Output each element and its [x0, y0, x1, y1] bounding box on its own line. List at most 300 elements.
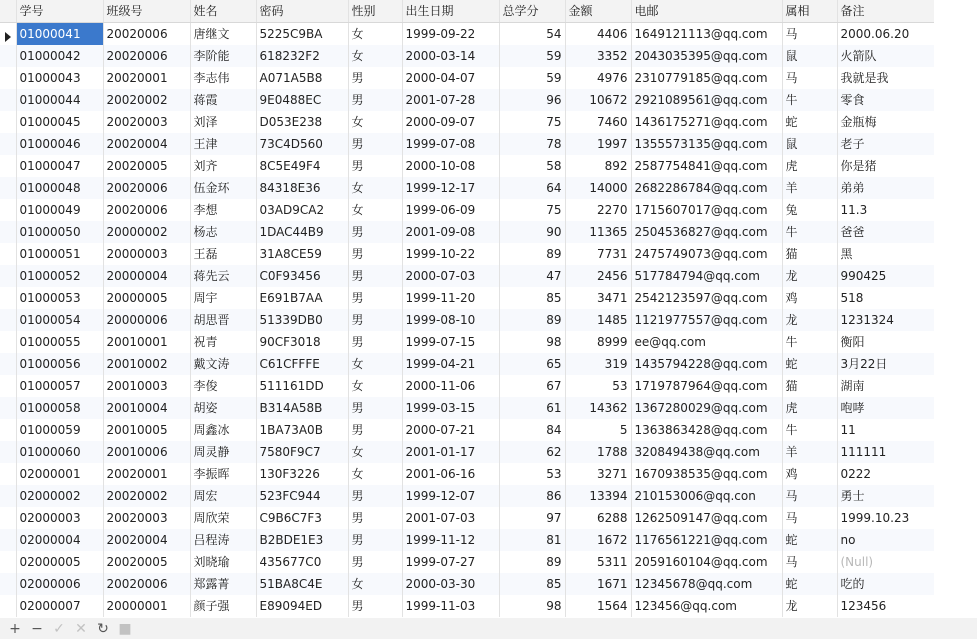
table-cell[interactable]: 2000-07-21	[402, 419, 499, 441]
table-cell[interactable]: 湖南	[837, 375, 934, 397]
row-indicator[interactable]	[0, 221, 16, 243]
table-cell[interactable]: 男	[348, 265, 402, 287]
table-cell[interactable]: 20000006	[103, 309, 190, 331]
table-cell[interactable]: 11365	[565, 221, 631, 243]
table-cell[interactable]: 81	[499, 529, 565, 551]
row-indicator[interactable]	[0, 67, 16, 89]
table-cell[interactable]: 咆哮	[837, 397, 934, 419]
table-cell[interactable]: 猫	[782, 243, 837, 265]
row-indicator[interactable]	[0, 243, 16, 265]
row-indicator[interactable]	[0, 155, 16, 177]
column-header[interactable]: 属相	[782, 0, 837, 23]
column-header[interactable]: 总学分	[499, 0, 565, 23]
table-row[interactable]	[0, 155, 934, 177]
table-cell[interactable]: 猫	[782, 375, 837, 397]
table-cell[interactable]: 李俊	[190, 375, 256, 397]
table-cell[interactable]: 爸爸	[837, 221, 934, 243]
table-cell[interactable]: 零食	[837, 89, 934, 111]
table-cell[interactable]: 90CF3018	[256, 331, 348, 353]
table-row[interactable]	[0, 199, 934, 221]
table-cell[interactable]: 1363863428@qq.com	[631, 419, 782, 441]
table-cell[interactable]: 14362	[565, 397, 631, 419]
table-row[interactable]	[0, 177, 934, 199]
table-cell[interactable]: 男	[348, 243, 402, 265]
table-cell[interactable]: 女	[348, 441, 402, 463]
table-cell[interactable]: 12345678@qq.com	[631, 573, 782, 595]
table-cell[interactable]: 火箭队	[837, 45, 934, 67]
table-row[interactable]	[0, 243, 934, 265]
table-cell[interactable]: 颜子强	[190, 595, 256, 617]
table-cell[interactable]: 1999-04-21	[402, 353, 499, 375]
table-cell[interactable]: 01000056	[16, 353, 103, 375]
table-cell[interactable]: 59	[499, 67, 565, 89]
table-cell[interactable]: 01000049	[16, 199, 103, 221]
table-cell[interactable]: 61	[499, 397, 565, 419]
table-cell[interactable]: 3271	[565, 463, 631, 485]
table-cell[interactable]: 马	[782, 551, 837, 573]
table-cell[interactable]: 蛇	[782, 573, 837, 595]
row-indicator[interactable]	[0, 287, 16, 309]
apply-changes-button[interactable]: ✓	[53, 620, 65, 637]
table-cell[interactable]: 女	[348, 45, 402, 67]
table-cell[interactable]: 1999-07-08	[402, 133, 499, 155]
table-cell[interactable]: 1BA73A0B	[256, 419, 348, 441]
table-cell[interactable]: 85	[499, 287, 565, 309]
table-row[interactable]	[0, 45, 934, 67]
table-cell[interactable]: 123456	[837, 595, 934, 617]
table-cell[interactable]: 女	[348, 353, 402, 375]
table-cell[interactable]: 伍金环	[190, 177, 256, 199]
row-indicator[interactable]	[0, 397, 16, 419]
table-cell[interactable]: 虎	[782, 155, 837, 177]
table-cell[interactable]: 男	[348, 507, 402, 529]
table-cell[interactable]: 59	[499, 45, 565, 67]
table-cell[interactable]: 01000048	[16, 177, 103, 199]
table-cell[interactable]: C0F93456	[256, 265, 348, 287]
table-cell[interactable]: 01000047	[16, 155, 103, 177]
table-row[interactable]	[0, 89, 934, 111]
table-row[interactable]	[0, 551, 934, 573]
table-cell[interactable]: 男	[348, 485, 402, 507]
table-cell[interactable]: 王津	[190, 133, 256, 155]
table-row[interactable]	[0, 375, 934, 397]
table-cell[interactable]: 1999-09-22	[402, 23, 499, 46]
table-cell[interactable]: 男	[348, 397, 402, 419]
table-cell[interactable]: 1649121113@qq.com	[631, 23, 782, 46]
table-cell[interactable]: 1DAC44B9	[256, 221, 348, 243]
table-cell[interactable]: 7731	[565, 243, 631, 265]
table-cell[interactable]: 羊	[782, 177, 837, 199]
table-cell[interactable]: 89	[499, 551, 565, 573]
table-cell[interactable]: 周鑫冰	[190, 419, 256, 441]
table-row[interactable]	[0, 111, 934, 133]
table-cell[interactable]: 20000005	[103, 287, 190, 309]
table-cell[interactable]: 7580F9C7	[256, 441, 348, 463]
column-header[interactable]: 班级号	[103, 0, 190, 23]
table-cell[interactable]: 01000046	[16, 133, 103, 155]
row-indicator[interactable]	[0, 199, 16, 221]
table-cell[interactable]: 01000043	[16, 67, 103, 89]
table-cell[interactable]: 1485	[565, 309, 631, 331]
table-row[interactable]	[0, 485, 934, 507]
table-cell[interactable]: 111111	[837, 441, 934, 463]
table-cell[interactable]: 马	[782, 485, 837, 507]
table-cell[interactable]: 03AD9CA2	[256, 199, 348, 221]
table-cell[interactable]: 1999.10.23	[837, 507, 934, 529]
table-cell[interactable]: 我就是我	[837, 67, 934, 89]
table-cell[interactable]: 鸡	[782, 463, 837, 485]
table-cell[interactable]: 蛇	[782, 353, 837, 375]
table-cell[interactable]: 2587754841@qq.com	[631, 155, 782, 177]
table-cell[interactable]: 1670938535@qq.com	[631, 463, 782, 485]
table-cell[interactable]: 2475749073@qq.com	[631, 243, 782, 265]
table-cell[interactable]: 20020001	[103, 463, 190, 485]
table-cell[interactable]: 9E0488EC	[256, 89, 348, 111]
table-cell[interactable]: 01000045	[16, 111, 103, 133]
table-cell[interactable]: 20010006	[103, 441, 190, 463]
table-cell[interactable]: ee@qq.com	[631, 331, 782, 353]
table-cell[interactable]: 龙	[782, 309, 837, 331]
table-cell[interactable]: 男	[348, 309, 402, 331]
table-cell[interactable]: 98	[499, 595, 565, 617]
table-cell[interactable]: 牛	[782, 89, 837, 111]
table-cell[interactable]: 1999-03-15	[402, 397, 499, 419]
table-cell[interactable]: (Null)	[837, 551, 934, 573]
row-indicator[interactable]	[0, 463, 16, 485]
table-cell[interactable]: 李阶能	[190, 45, 256, 67]
table-row[interactable]	[0, 397, 934, 419]
table-cell[interactable]: 1999-07-15	[402, 331, 499, 353]
table-cell[interactable]: 周宏	[190, 485, 256, 507]
table-cell[interactable]: 鼠	[782, 45, 837, 67]
table-cell[interactable]: 892	[565, 155, 631, 177]
table-cell[interactable]: 20020004	[103, 133, 190, 155]
table-cell[interactable]: 7460	[565, 111, 631, 133]
table-cell[interactable]: 51339DB0	[256, 309, 348, 331]
table-cell[interactable]: 胡姿	[190, 397, 256, 419]
table-cell[interactable]: 20000001	[103, 595, 190, 617]
table-cell[interactable]: 64	[499, 177, 565, 199]
table-cell[interactable]: 435677C0	[256, 551, 348, 573]
column-header[interactable]: 性别	[348, 0, 402, 23]
delete-record-button[interactable]: −	[31, 620, 43, 637]
table-cell[interactable]: 01000059	[16, 419, 103, 441]
table-cell[interactable]: 3352	[565, 45, 631, 67]
table-cell[interactable]: 511161DD	[256, 375, 348, 397]
table-cell[interactable]: 20020001	[103, 67, 190, 89]
table-row[interactable]	[0, 23, 934, 46]
discard-changes-button[interactable]: ✕	[75, 620, 87, 637]
table-cell[interactable]: 1999-10-22	[402, 243, 499, 265]
refresh-button[interactable]: ↻	[97, 620, 109, 637]
table-cell[interactable]: 01000042	[16, 45, 103, 67]
table-cell[interactable]: 1999-11-12	[402, 529, 499, 551]
table-cell[interactable]: 蛇	[782, 111, 837, 133]
table-cell[interactable]: 210153006@qq.con	[631, 485, 782, 507]
table-cell[interactable]: 20020006	[103, 199, 190, 221]
table-cell[interactable]: 王磊	[190, 243, 256, 265]
table-cell[interactable]: 蒋霞	[190, 89, 256, 111]
table-row[interactable]	[0, 463, 934, 485]
table-cell[interactable]: 78	[499, 133, 565, 155]
table-cell[interactable]: 10672	[565, 89, 631, 111]
column-header[interactable]: 电邮	[631, 0, 782, 23]
table-cell[interactable]: 20020003	[103, 507, 190, 529]
row-indicator[interactable]	[0, 529, 16, 551]
table-cell[interactable]: 2456	[565, 265, 631, 287]
table-cell[interactable]: 1999-07-27	[402, 551, 499, 573]
table-cell[interactable]: 02000003	[16, 507, 103, 529]
table-cell[interactable]: 53	[565, 375, 631, 397]
table-cell[interactable]: 02000001	[16, 463, 103, 485]
table-cell[interactable]: 1715607017@qq.com	[631, 199, 782, 221]
table-cell[interactable]: 龙	[782, 265, 837, 287]
table-cell[interactable]: 李志伟	[190, 67, 256, 89]
table-cell[interactable]: 马	[782, 23, 837, 46]
table-cell[interactable]: 黑	[837, 243, 934, 265]
table-cell[interactable]: 金瓶梅	[837, 111, 934, 133]
table-cell[interactable]: 2000-09-07	[402, 111, 499, 133]
column-header[interactable]: 密码	[256, 0, 348, 23]
table-cell[interactable]: 54	[499, 23, 565, 46]
table-cell[interactable]: 男	[348, 155, 402, 177]
table-cell[interactable]: 20020002	[103, 485, 190, 507]
table-cell[interactable]: 5	[565, 419, 631, 441]
table-cell[interactable]: 20020003	[103, 111, 190, 133]
table-cell[interactable]: 02000002	[16, 485, 103, 507]
table-cell[interactable]: 1367280029@qq.com	[631, 397, 782, 419]
table-cell[interactable]: 周灵静	[190, 441, 256, 463]
table-row[interactable]	[0, 221, 934, 243]
column-header[interactable]: 出生日期	[402, 0, 499, 23]
table-cell[interactable]: D053E238	[256, 111, 348, 133]
row-indicator[interactable]	[0, 441, 16, 463]
table-cell[interactable]: 男	[348, 67, 402, 89]
table-cell[interactable]: 01000044	[16, 89, 103, 111]
table-cell[interactable]: 你是猪	[837, 155, 934, 177]
table-row[interactable]	[0, 353, 934, 375]
table-cell[interactable]: 牛	[782, 419, 837, 441]
table-cell[interactable]: 女	[348, 23, 402, 46]
table-cell[interactable]: 85	[499, 573, 565, 595]
table-cell[interactable]: 02000005	[16, 551, 103, 573]
table-row[interactable]	[0, 573, 934, 595]
table-cell[interactable]: 86	[499, 485, 565, 507]
table-cell[interactable]: 1355573135@qq.com	[631, 133, 782, 155]
table-cell[interactable]: 20020002	[103, 89, 190, 111]
table-cell[interactable]: 祝青	[190, 331, 256, 353]
table-cell[interactable]: 男	[348, 529, 402, 551]
table-cell[interactable]: 20010005	[103, 419, 190, 441]
table-cell[interactable]: 13394	[565, 485, 631, 507]
table-cell[interactable]: 1435794228@qq.com	[631, 353, 782, 375]
table-cell[interactable]: 2001-09-08	[402, 221, 499, 243]
table-cell[interactable]: 3月22日	[837, 353, 934, 375]
table-cell[interactable]: 牛	[782, 221, 837, 243]
table-cell[interactable]: 1999-11-20	[402, 287, 499, 309]
table-cell[interactable]: 01000053	[16, 287, 103, 309]
table-cell[interactable]: 兔	[782, 199, 837, 221]
table-cell[interactable]: 男	[348, 419, 402, 441]
table-cell[interactable]: 刘泽	[190, 111, 256, 133]
table-cell[interactable]: 2000-11-06	[402, 375, 499, 397]
table-cell[interactable]: 67	[499, 375, 565, 397]
table-cell[interactable]: 2001-07-03	[402, 507, 499, 529]
table-cell[interactable]: 4976	[565, 67, 631, 89]
column-header[interactable]: 备注	[837, 0, 934, 23]
table-cell[interactable]: C9B6C7F3	[256, 507, 348, 529]
table-cell[interactable]: 1999-12-17	[402, 177, 499, 199]
row-indicator[interactable]	[0, 111, 16, 133]
table-cell[interactable]: 男	[348, 221, 402, 243]
table-cell[interactable]: 1176561221@qq.com	[631, 529, 782, 551]
table-cell[interactable]: 蒋先云	[190, 265, 256, 287]
table-cell[interactable]: 90	[499, 221, 565, 243]
table-cell[interactable]: 31A8CE59	[256, 243, 348, 265]
table-cell[interactable]: 杨志	[190, 221, 256, 243]
table-row[interactable]	[0, 133, 934, 155]
table-cell[interactable]: 20000004	[103, 265, 190, 287]
table-cell[interactable]: 89	[499, 309, 565, 331]
table-cell[interactable]: 马	[782, 67, 837, 89]
table-cell[interactable]: 02000004	[16, 529, 103, 551]
table-cell[interactable]: 1999-11-03	[402, 595, 499, 617]
table-cell[interactable]: 李振晖	[190, 463, 256, 485]
table-cell[interactable]: 0222	[837, 463, 934, 485]
table-row[interactable]	[0, 441, 934, 463]
table-cell[interactable]: 2000-07-03	[402, 265, 499, 287]
table-cell[interactable]: 2504536827@qq.com	[631, 221, 782, 243]
table-cell[interactable]: 女	[348, 573, 402, 595]
table-cell[interactable]: 84318E36	[256, 177, 348, 199]
row-indicator[interactable]	[0, 375, 16, 397]
table-cell[interactable]: 65	[499, 353, 565, 375]
row-indicator[interactable]	[0, 89, 16, 111]
row-indicator[interactable]	[0, 573, 16, 595]
table-cell[interactable]: 14000	[565, 177, 631, 199]
table-cell[interactable]: 62	[499, 441, 565, 463]
table-cell[interactable]: 320849438@qq.com	[631, 441, 782, 463]
table-cell[interactable]: 98	[499, 331, 565, 353]
table-cell[interactable]: 01000055	[16, 331, 103, 353]
table-cell[interactable]: E691B7AA	[256, 287, 348, 309]
table-cell[interactable]: 01000058	[16, 397, 103, 419]
table-cell[interactable]: 97	[499, 507, 565, 529]
table-cell[interactable]: E89094ED	[256, 595, 348, 617]
table-cell[interactable]: 96	[499, 89, 565, 111]
table-row[interactable]	[0, 419, 934, 441]
table-cell[interactable]: 4406	[565, 23, 631, 46]
table-cell[interactable]: 胡思晋	[190, 309, 256, 331]
row-indicator[interactable]	[0, 23, 16, 46]
table-cell[interactable]: 周宇	[190, 287, 256, 309]
table-cell[interactable]: 20010004	[103, 397, 190, 419]
table-cell[interactable]: 吃的	[837, 573, 934, 595]
table-cell[interactable]: 男	[348, 89, 402, 111]
table-cell[interactable]: 20020006	[103, 45, 190, 67]
table-cell[interactable]: 20000002	[103, 221, 190, 243]
table-cell[interactable]: 01000051	[16, 243, 103, 265]
table-cell[interactable]: 53	[499, 463, 565, 485]
table-cell[interactable]: 弟弟	[837, 177, 934, 199]
table-cell[interactable]: 1672	[565, 529, 631, 551]
table-cell[interactable]: 1671	[565, 573, 631, 595]
table-cell[interactable]: 20010002	[103, 353, 190, 375]
table-cell[interactable]: B314A58B	[256, 397, 348, 419]
table-cell[interactable]: 51BA8C4E	[256, 573, 348, 595]
table-cell[interactable]: 唐继文	[190, 23, 256, 46]
table-cell[interactable]: 990425	[837, 265, 934, 287]
table-cell[interactable]: 马	[782, 507, 837, 529]
table-cell[interactable]: 羊	[782, 441, 837, 463]
table-cell[interactable]: 20010003	[103, 375, 190, 397]
table-cell[interactable]: 20020006	[103, 573, 190, 595]
table-cell[interactable]: 虎	[782, 397, 837, 419]
table-cell[interactable]: 1262509147@qq.com	[631, 507, 782, 529]
table-cell[interactable]: 84	[499, 419, 565, 441]
table-row[interactable]	[0, 265, 934, 287]
table-cell[interactable]: 1999-12-07	[402, 485, 499, 507]
table-cell[interactable]: 2000-10-08	[402, 155, 499, 177]
table-cell[interactable]: 319	[565, 353, 631, 375]
table-cell[interactable]: 2001-06-16	[402, 463, 499, 485]
table-cell[interactable]: 2921089561@qq.com	[631, 89, 782, 111]
table-cell[interactable]: 老子	[837, 133, 934, 155]
row-indicator[interactable]	[0, 595, 16, 617]
table-cell[interactable]: 2043035395@qq.com	[631, 45, 782, 67]
table-cell[interactable]: B2BDE1E3	[256, 529, 348, 551]
table-cell[interactable]: 1997	[565, 133, 631, 155]
table-cell[interactable]: 01000060	[16, 441, 103, 463]
table-cell[interactable]: 2542123597@qq.com	[631, 287, 782, 309]
table-row[interactable]	[0, 529, 934, 551]
table-cell[interactable]: 2000-04-07	[402, 67, 499, 89]
table-cell[interactable]: 8C5E49F4	[256, 155, 348, 177]
table-cell[interactable]: 523FC944	[256, 485, 348, 507]
table-cell[interactable]: 11.3	[837, 199, 934, 221]
table-cell[interactable]: 2000-03-30	[402, 573, 499, 595]
column-header[interactable]: 姓名	[190, 0, 256, 23]
add-record-button[interactable]: +	[9, 620, 21, 637]
table-row[interactable]	[0, 331, 934, 353]
table-cell[interactable]: 女	[348, 111, 402, 133]
table-cell[interactable]: 01000050	[16, 221, 103, 243]
table-cell[interactable]: 男	[348, 287, 402, 309]
table-cell[interactable]: 20020006	[103, 23, 190, 46]
table-cell[interactable]: 75	[499, 111, 565, 133]
table-cell[interactable]: 男	[348, 133, 402, 155]
table-cell[interactable]: 02000006	[16, 573, 103, 595]
row-indicator[interactable]	[0, 133, 16, 155]
table-cell[interactable]: 01000054	[16, 309, 103, 331]
table-cell[interactable]: 男	[348, 331, 402, 353]
table-cell[interactable]: 1564	[565, 595, 631, 617]
table-cell[interactable]: 1719787964@qq.com	[631, 375, 782, 397]
table-cell[interactable]: 5225C9BA	[256, 23, 348, 46]
table-cell[interactable]: 20020004	[103, 529, 190, 551]
table-cell[interactable]: 女	[348, 199, 402, 221]
table-cell[interactable]: 戴文涛	[190, 353, 256, 375]
table-cell[interactable]: 周欣荣	[190, 507, 256, 529]
table-cell[interactable]: 01000052	[16, 265, 103, 287]
table-cell[interactable]: 吕程涛	[190, 529, 256, 551]
table-cell[interactable]: 2001-07-28	[402, 89, 499, 111]
table-cell[interactable]: 2682286784@qq.com	[631, 177, 782, 199]
column-header[interactable]: 学号	[16, 0, 103, 23]
table-cell[interactable]: 2310779185@qq.com	[631, 67, 782, 89]
table-cell[interactable]: 02000007	[16, 595, 103, 617]
table-row[interactable]	[0, 67, 934, 89]
